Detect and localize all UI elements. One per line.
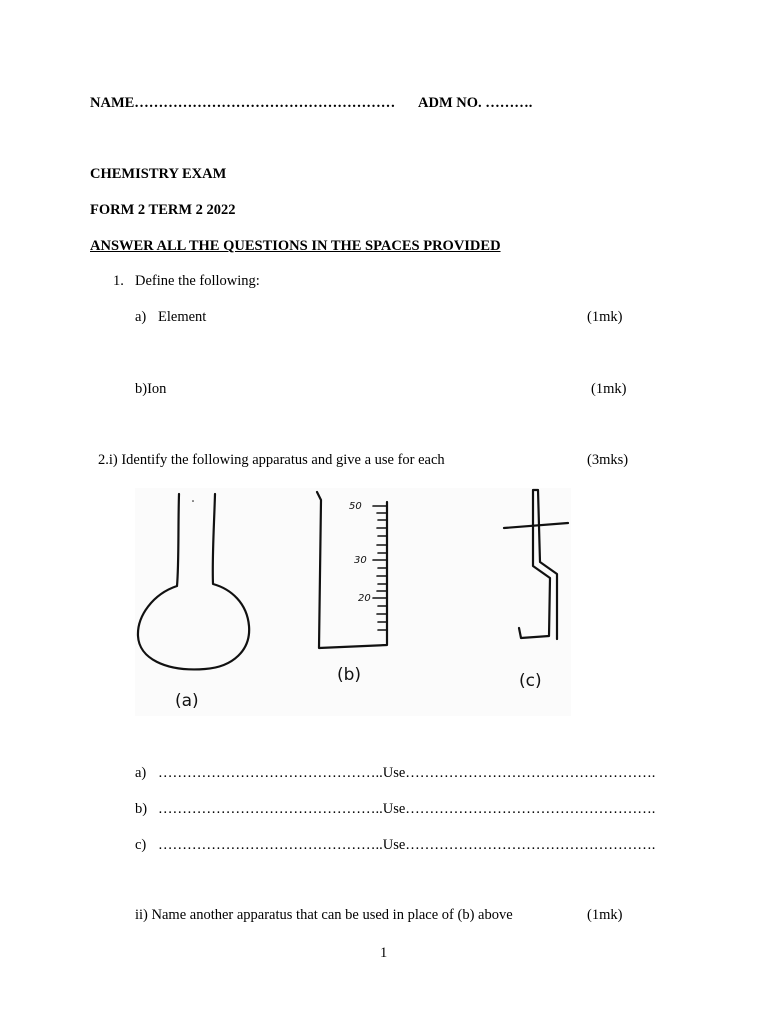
answer-b-line: ………………………………………..Use……………………………………………. xyxy=(158,801,656,817)
instructions: ANSWER ALL THE QUESTIONS IN THE SPACES PROVIDED xyxy=(90,238,501,254)
q2-prompt: 2.i) Identify the following apparatus and give a use for each xyxy=(98,452,445,468)
name-field-label: NAME……………………………………………… xyxy=(90,95,396,111)
answer-b-letter: b) xyxy=(135,801,148,817)
page-number: 1 xyxy=(380,945,388,961)
scale-label-30: 30 xyxy=(354,555,367,566)
apparatus-figure xyxy=(135,488,571,716)
scale-label-50: 50 xyxy=(349,501,362,512)
figure-label-a: (a) xyxy=(175,691,199,711)
answer-a-line: ………………………………………..Use……………………………………………. xyxy=(158,765,656,781)
q1a-text: Element xyxy=(158,309,207,325)
answer-c-line: ………………………………………..Use……………………………………………. xyxy=(158,837,656,853)
q1b-marks: (1mk) xyxy=(591,381,627,397)
exam-title: CHEMISTRY EXAM xyxy=(90,166,227,182)
q1-number: 1. xyxy=(113,273,124,289)
figure-label-b: (b) xyxy=(337,665,362,685)
form-term: FORM 2 TERM 2 2022 xyxy=(90,202,236,218)
q1-prompt: Define the following: xyxy=(135,273,260,289)
q2-ii-marks: (1mk) xyxy=(587,907,623,923)
answer-a-letter: a) xyxy=(135,765,147,781)
q1a-letter: a) xyxy=(135,309,147,325)
q2-marks: (3mks) xyxy=(587,452,629,468)
q1a-marks: (1mk) xyxy=(587,309,623,325)
figure-label-c: (c) xyxy=(519,671,542,691)
adm-no-field-label: ADM NO. ………. xyxy=(418,95,533,111)
answer-c-letter: c) xyxy=(135,837,147,853)
scale-label-20: 20 xyxy=(358,593,371,604)
q2-ii-prompt: ii) Name another apparatus that can be used in place of (b) above xyxy=(135,907,513,923)
q1b-text: b)Ion xyxy=(135,381,167,397)
